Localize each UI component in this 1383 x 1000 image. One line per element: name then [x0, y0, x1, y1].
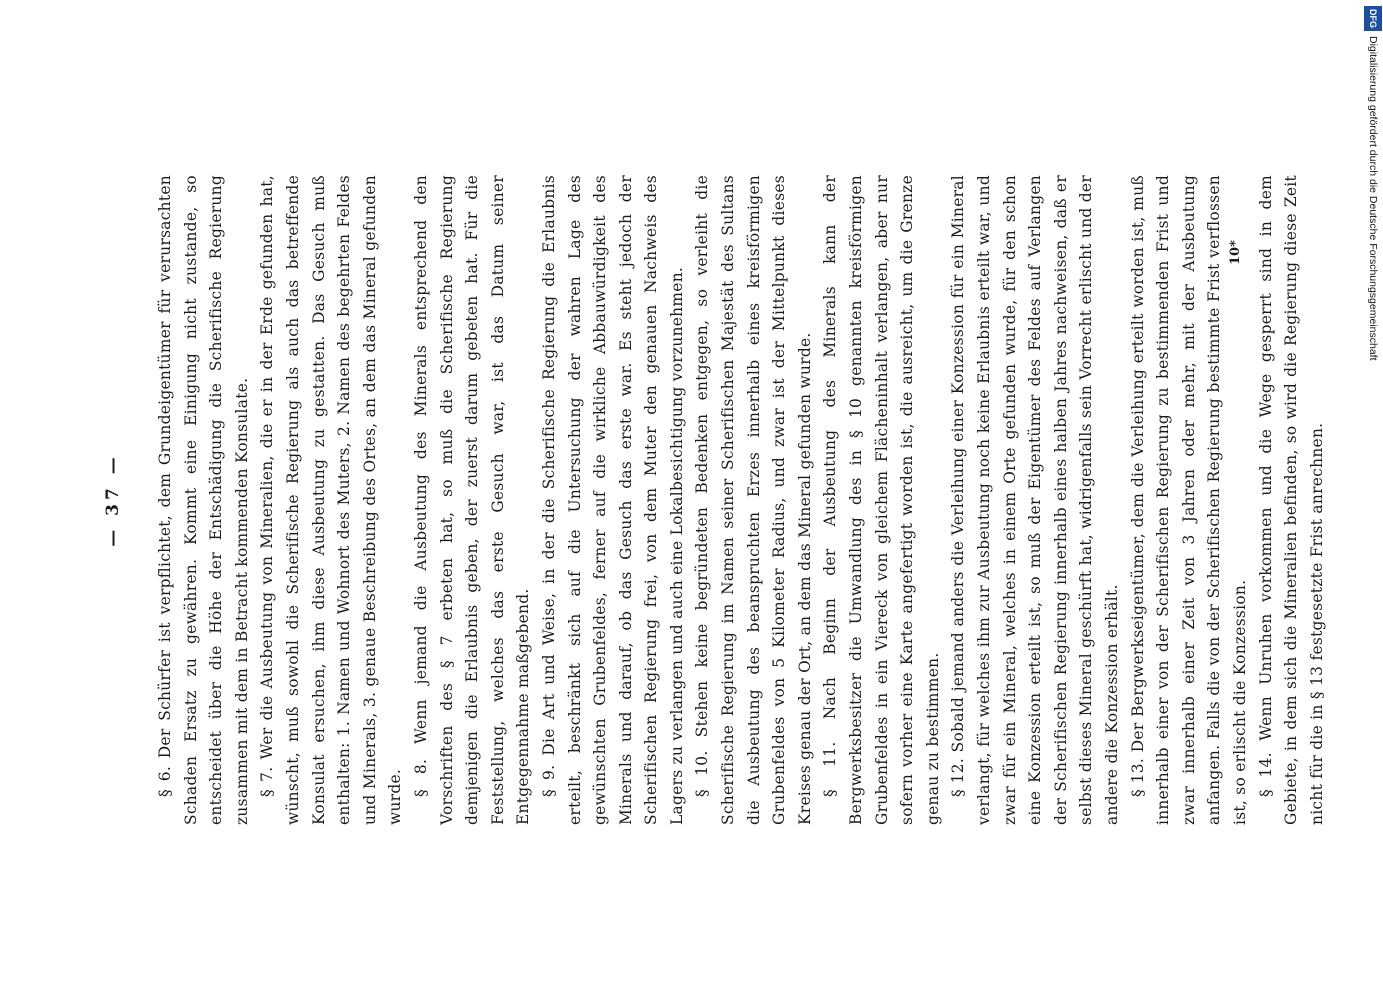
paragraph-9: § 9. Die Art und Weise, in der die Scherifische Regierung die Erlaubnis erteilt, beschränkt sich auf die Untersuchung der wahren Lage des gewünschten Grubenfeldes, ferner auf die wirkliche Abbauwürdigkeit des Minerals und darauf, ob das Gesuch das erste war. Es steht jedoch der Scherifischen Regierung frei, von dem Muter den genauen Nachweis des Lagers zu verlangen und auch eine Lokalbesichtigung vorzunehmen.	[539, 175, 686, 825]
paragraph-7: § 7. Wer die Ausbeutung von Mineralien, die er in der Erde gefunden hat, wünscht, muß sowohl die Scherifische Regierung als auch das betreffende Konsulat ersuchen, ihm diese Ausbeutung zu gestatten. Das Gesuch muß enthalten: 1. Namen und Wohnort des Muters, 2. Namen des begehrten Feldes und Minerals, 3. genaue Beschreibung des Ortes, an dem das Mineral gefunden wurde.	[258, 175, 405, 825]
dfg-logo-badge: DFG	[1364, 6, 1382, 31]
rotated-page-content	[103, 175, 1326, 825]
body-text	[153, 175, 1330, 825]
paragraph-6: § 6. Der Schürfer ist verpflichtet, dem Grundeigentümer für verursachten Schaden Ersatz zu gewähren. Kommt eine Einigung nicht zustande, so entscheidet über die Höhe der Entschädigung die Scherifische Regierung zusammen mit dem in Betracht kommenden Konsulate.	[156, 175, 251, 825]
dfg-notice-text-row	[1364, 6, 1382, 986]
paragraph-10: § 10. Stehen keine begründeten Bedenken entgegen, so verleiht die Scherifische Regierung im Namen seiner Scherifischen Majestät des Sultans die Ausbeutung des beanspruchten Erzes innerhalb eines kreisförmigen Grubenfeldes von 5 Kilometer Radius, und zwar ist der Mittelpunkt dieses Kreises genau der Ort, an dem das Mineral gefunden wurde.	[693, 175, 814, 825]
paragraph-12: § 12. Sobald jemand anders die Verleihung einer Konzession für ein Mineral verlangt, für welches ihm zur Ausbeutung noch keine Erlaubnis erteilt war, und zwar für ein Mineral, welches in einem Orte gefunden wurde, für den schon eine Konzession erteilt ist, so muß der Eigentümer des Feldes auf Verlangen der Scherifischen Regierung innerhalb eines halben Jahres nachweisen, daß er selbst dieses Mineral geschürft hat, widrigenfalls sein Vorrecht erlischt und der andere die Konzession erhält.	[949, 175, 1121, 825]
dfg-notice-label: Digitalisierung gefördert durch die Deutsche Forschungsgemeinschaft	[1367, 36, 1379, 361]
signature-mark: 10*	[1228, 240, 1243, 265]
dfg-notice	[1364, 6, 1382, 986]
page-number-header: — 37 —	[103, 453, 123, 547]
paragraph-8: § 8. Wenn jemand die Ausbeutung des Minerals entsprechend den Vorschriften des § 7 erbeten hat, so muß die Scherifische Regierung demjenigen die Erlaubnis geben, der zuerst darum gebeten hat. Für die Feststellung, welches das erste Gesuch war, ist das Datum seiner Entgegennahme maßgebend.	[411, 175, 533, 825]
paragraph-13: § 13. Der Bergwerkseigentümer, dem die Verleihung erteilt worden ist, muß innerhalb einer von der Scherifischen Regierung zu bestimmenden Frist und zwar innerhalb einer Zeit von 3 Jahren oder mehr, mit der Ausbeutung anfangen. Falls die von der Scherifischen Regierung bestimmte Frist verflossen ist, so erlischt die Konzession.	[1128, 175, 1249, 825]
paragraph-11: § 11. Nach Beginn der Ausbeutung des Minerals kann der Bergwerksbesitzer die Umwandlung des in § 10 genannten kreisförmigen Grubenfeldes in ein Viereck von gleichem Flächeninhalt verlangen, aber nur sofern vorher eine Karte angefertigt worden ist, die ausreicht, um die Grenze genau zu bestimmen.	[821, 175, 942, 825]
paragraph-14: § 14. Wenn Unruhen vorkommen und die Wege gesperrt sind in dem Gebiete, in dem sich die Mineralien befinden, so wird die Regierung diese Zeit nicht für die in § 13 festgesetzte Frist anrechnen.	[1256, 175, 1326, 825]
page-text-block	[103, 175, 1326, 825]
